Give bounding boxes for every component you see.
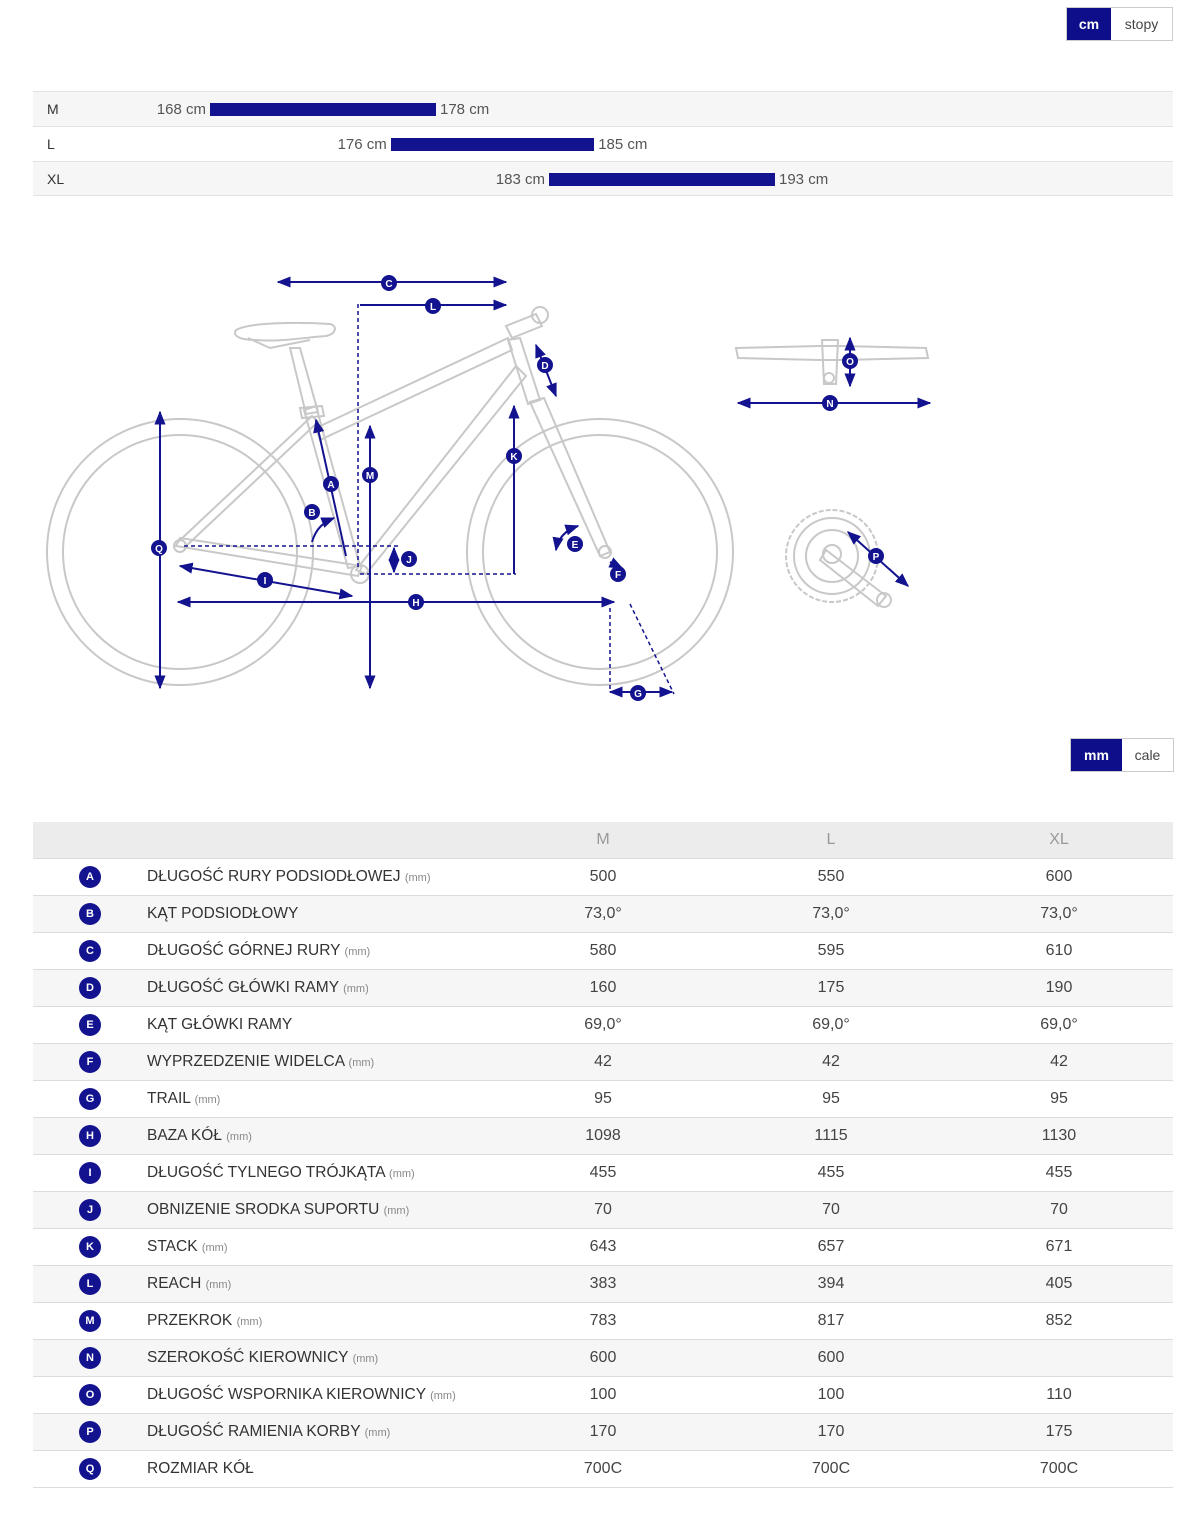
unit-option-cm[interactable]: cm	[1067, 8, 1111, 40]
row-unit: (mm)	[430, 1389, 456, 1402]
row-label	[147, 1117, 489, 1154]
row-value: 69,0°	[489, 1006, 717, 1043]
size-max-label: 178 cm	[440, 101, 490, 118]
row-value: 852	[945, 1302, 1173, 1339]
row-letter-cell	[33, 1154, 147, 1191]
table-row	[33, 895, 1173, 932]
row-label-text: DŁUGOŚĆ RURY PODSIODŁOWEJ	[147, 867, 401, 885]
header-size-m: M	[489, 822, 717, 858]
badge-letter: F	[614, 570, 622, 581]
letter-badge: D	[79, 977, 101, 999]
row-value: 170	[489, 1413, 717, 1450]
row-value: 100	[489, 1376, 717, 1413]
badge-m	[362, 467, 378, 483]
badge-o	[842, 353, 858, 369]
row-label	[147, 1228, 489, 1265]
measure-option-mm[interactable]: mm	[1071, 739, 1122, 771]
table-row	[33, 1117, 1173, 1154]
row-label-text: DŁUGOŚĆ GÓRNEJ RURY	[147, 941, 341, 959]
letter-badge: L	[79, 1273, 101, 1295]
badge-letter: C	[385, 279, 393, 290]
letter-badge: B	[79, 903, 101, 925]
row-value: 42	[717, 1043, 945, 1080]
row-letter-cell	[33, 1302, 147, 1339]
measure-option-cale[interactable]: cale	[1134, 747, 1161, 763]
row-value: 70	[945, 1191, 1173, 1228]
row-label	[147, 1191, 489, 1228]
size-name: L	[47, 136, 55, 152]
row-letter-cell	[33, 895, 147, 932]
badge-letter: P	[872, 552, 880, 563]
row-letter-cell	[33, 1376, 147, 1413]
row-value: 42	[945, 1043, 1173, 1080]
size-range-bar	[210, 103, 436, 116]
badge-letter: M	[365, 471, 375, 482]
badge-letter: H	[412, 598, 420, 609]
row-letter-cell	[33, 1413, 147, 1450]
badge-letter: L	[429, 302, 437, 313]
row-value	[945, 1339, 1173, 1376]
table-row	[33, 1228, 1173, 1265]
row-letter-cell	[33, 969, 147, 1006]
letter-badge: Q	[79, 1458, 101, 1480]
size-row-l	[33, 126, 1173, 161]
row-value: 175	[945, 1413, 1173, 1450]
row-value: 1098	[489, 1117, 717, 1154]
row-value: 70	[489, 1191, 717, 1228]
row-value: 95	[945, 1080, 1173, 1117]
row-value: 160	[489, 969, 717, 1006]
row-label	[147, 1043, 489, 1080]
row-label-text: DŁUGOŚĆ RAMIENIA KORBY	[147, 1422, 361, 1440]
badge-letter: B	[308, 508, 316, 519]
row-value: 580	[489, 932, 717, 969]
table-row	[33, 969, 1173, 1006]
table-row	[33, 932, 1173, 969]
row-label-text: OBNIZENIE SRODKA SUPORTU	[147, 1200, 380, 1218]
row-label	[147, 1339, 489, 1376]
letter-badge: F	[79, 1051, 101, 1073]
bike-geometry-diagram	[0, 230, 1204, 710]
row-label-text: TRAIL	[147, 1089, 191, 1107]
row-label	[147, 1265, 489, 1302]
row-label-text: KĄT PODSIODŁOWY	[147, 904, 299, 922]
row-label	[147, 895, 489, 932]
row-unit: (mm)	[344, 945, 371, 958]
row-value: 394	[717, 1265, 945, 1302]
badge-letter: Q	[155, 544, 163, 555]
row-label-text: WYPRZEDZENIE WIDELCA	[147, 1052, 345, 1070]
row-value: 95	[717, 1080, 945, 1117]
row-value: 455	[717, 1154, 945, 1191]
badge-letter: J	[406, 555, 412, 566]
row-unit: (mm)	[205, 1278, 232, 1291]
row-label-text: REACH	[147, 1274, 202, 1292]
row-unit: (mm)	[389, 1167, 415, 1180]
row-value: 455	[945, 1154, 1173, 1191]
row-value: 610	[945, 932, 1173, 969]
row-value: 700C	[717, 1450, 945, 1487]
letter-badge: P	[79, 1421, 101, 1443]
letter-badge: E	[79, 1014, 101, 1036]
row-value: 817	[717, 1302, 945, 1339]
row-unit: (mm)	[343, 982, 369, 995]
row-label-text: DŁUGOŚĆ WSPORNIKA KIEROWNICY	[147, 1385, 426, 1403]
letter-badge: I	[79, 1162, 101, 1184]
row-value: 600	[945, 858, 1173, 895]
row-label-text: BAZA KÓŁ	[147, 1126, 222, 1144]
table-row	[33, 1450, 1173, 1487]
unit-option-stopy[interactable]: stopy	[1124, 16, 1159, 32]
row-value: 100	[717, 1376, 945, 1413]
badge-f	[610, 566, 626, 582]
letter-badge: K	[79, 1236, 101, 1258]
row-letter-cell	[33, 932, 147, 969]
badge-letter: G	[634, 689, 642, 700]
row-value: 110	[945, 1376, 1173, 1413]
row-label-text: STACK	[147, 1237, 198, 1255]
row-value: 73,0°	[945, 895, 1173, 932]
row-label-text: ROZMIAR KÓŁ	[147, 1459, 254, 1477]
row-value: 383	[489, 1265, 717, 1302]
table-row	[33, 1302, 1173, 1339]
size-row-xl	[33, 161, 1173, 196]
size-row-m	[33, 91, 1173, 126]
size-min-label: 168 cm	[156, 101, 206, 118]
size-max-label: 193 cm	[779, 171, 829, 188]
row-letter-cell	[33, 1191, 147, 1228]
row-value: 42	[489, 1043, 717, 1080]
row-label	[147, 1450, 489, 1487]
header-letter	[33, 822, 147, 858]
badge-letter: O	[846, 357, 854, 368]
row-label	[147, 932, 489, 969]
letter-badge: N	[79, 1347, 101, 1369]
row-value: 700C	[489, 1450, 717, 1487]
row-value: 73,0°	[717, 895, 945, 932]
badge-letter: N	[826, 399, 834, 410]
row-letter-cell	[33, 1265, 147, 1302]
row-letter-cell	[33, 1080, 147, 1117]
table-row	[33, 1376, 1173, 1413]
row-value: 657	[717, 1228, 945, 1265]
row-value: 69,0°	[945, 1006, 1173, 1043]
row-unit: (mm)	[236, 1315, 263, 1328]
size-max-label: 185 cm	[598, 136, 648, 153]
table-header-row	[33, 822, 1173, 858]
row-unit: (mm)	[364, 1426, 391, 1439]
row-unit: (mm)	[194, 1093, 221, 1106]
badge-d	[537, 357, 553, 373]
size-recommendation-chart	[33, 91, 1173, 196]
badge-g	[630, 685, 646, 701]
size-min-label: 176 cm	[337, 136, 387, 153]
handlebar-detail	[736, 338, 930, 403]
badge-a	[323, 476, 339, 492]
table-row	[33, 1080, 1173, 1117]
geometry-table	[33, 822, 1173, 1488]
table-row	[33, 858, 1173, 895]
badge-k	[506, 448, 522, 464]
row-value: 95	[489, 1080, 717, 1117]
badge-q	[151, 540, 167, 556]
measure-toggle	[1070, 738, 1174, 772]
row-label-text: PRZEKROK	[147, 1311, 233, 1329]
letter-badge: C	[79, 940, 101, 962]
badge-p	[868, 548, 884, 564]
row-letter-cell	[33, 1006, 147, 1043]
table-row	[33, 1191, 1173, 1228]
badge-letter: E	[571, 540, 579, 551]
row-label	[147, 1006, 489, 1043]
row-value: 405	[945, 1265, 1173, 1302]
row-label-text: DŁUGOŚĆ TYLNEGO TRÓJKĄTA	[147, 1163, 385, 1181]
row-label	[147, 858, 489, 895]
row-label	[147, 1080, 489, 1117]
row-label	[147, 1302, 489, 1339]
row-value: 69,0°	[717, 1006, 945, 1043]
letter-badge: A	[79, 866, 101, 888]
unit-toggle	[1066, 7, 1173, 41]
row-unit: (mm)	[226, 1130, 252, 1143]
row-value: 550	[717, 858, 945, 895]
row-value: 73,0°	[489, 895, 717, 932]
row-unit: (mm)	[201, 1241, 228, 1254]
letter-badge: H	[79, 1125, 101, 1147]
size-range-bar	[549, 173, 775, 186]
size-name: XL	[47, 171, 65, 187]
size-min-label: 183 cm	[495, 171, 545, 188]
crankset-detail	[786, 510, 908, 607]
row-value: 170	[717, 1413, 945, 1450]
letter-badge: J	[79, 1199, 101, 1221]
size-name: M	[47, 101, 59, 117]
row-label-text: KĄT GŁÓWKI RAMY	[147, 1015, 293, 1033]
row-letter-cell	[33, 1117, 147, 1154]
geometry-table-body	[33, 858, 1173, 1487]
row-unit: (mm)	[383, 1204, 410, 1217]
badge-letter: K	[510, 452, 518, 463]
row-value: 1130	[945, 1117, 1173, 1154]
dimension-guides	[184, 304, 674, 694]
table-row	[33, 1265, 1173, 1302]
badge-letter: A	[327, 480, 335, 491]
size-range-bar	[391, 138, 594, 151]
header-size-xl: XL	[945, 822, 1173, 858]
badge-letter: I	[263, 576, 267, 587]
header-size-l: L	[717, 822, 945, 858]
badge-i	[257, 572, 273, 588]
badge-h	[408, 594, 424, 610]
row-unit: (mm)	[348, 1056, 375, 1069]
row-label	[147, 1376, 489, 1413]
row-value: 455	[489, 1154, 717, 1191]
badge-b	[304, 504, 320, 520]
table-row	[33, 1413, 1173, 1450]
badge-letter: D	[541, 361, 549, 372]
row-value: 783	[489, 1302, 717, 1339]
table-row	[33, 1043, 1173, 1080]
row-value: 595	[717, 932, 945, 969]
row-value: 671	[945, 1228, 1173, 1265]
header-label	[147, 822, 489, 858]
row-letter-cell	[33, 1043, 147, 1080]
row-value: 643	[489, 1228, 717, 1265]
row-value: 600	[717, 1339, 945, 1376]
badge-c	[381, 275, 397, 291]
row-value: 190	[945, 969, 1173, 1006]
letter-badge: G	[79, 1088, 101, 1110]
row-letter-cell	[33, 1339, 147, 1376]
letter-badge: O	[79, 1384, 101, 1406]
row-label-text: SZEROKOŚĆ KIEROWNICY	[147, 1348, 349, 1366]
badge-j	[401, 551, 417, 567]
row-value: 70	[717, 1191, 945, 1228]
row-unit: (mm)	[352, 1352, 379, 1365]
row-letter-cell	[33, 858, 147, 895]
row-value: 600	[489, 1339, 717, 1376]
row-label	[147, 969, 489, 1006]
badge-l	[425, 298, 441, 314]
bike-outline	[47, 307, 733, 685]
badge-e	[567, 536, 583, 552]
table-row	[33, 1339, 1173, 1376]
row-unit: (mm)	[404, 871, 431, 884]
table-row	[33, 1154, 1173, 1191]
letter-badge: M	[79, 1310, 101, 1332]
row-value: 500	[489, 858, 717, 895]
badge-n	[822, 395, 838, 411]
row-value: 700C	[945, 1450, 1173, 1487]
table-row	[33, 1006, 1173, 1043]
row-label	[147, 1154, 489, 1191]
row-letter-cell	[33, 1450, 147, 1487]
row-label	[147, 1413, 489, 1450]
row-value: 175	[717, 969, 945, 1006]
row-letter-cell	[33, 1228, 147, 1265]
row-value: 1115	[717, 1117, 945, 1154]
row-label-text: DŁUGOŚĆ GŁÓWKI RAMY	[147, 978, 339, 996]
